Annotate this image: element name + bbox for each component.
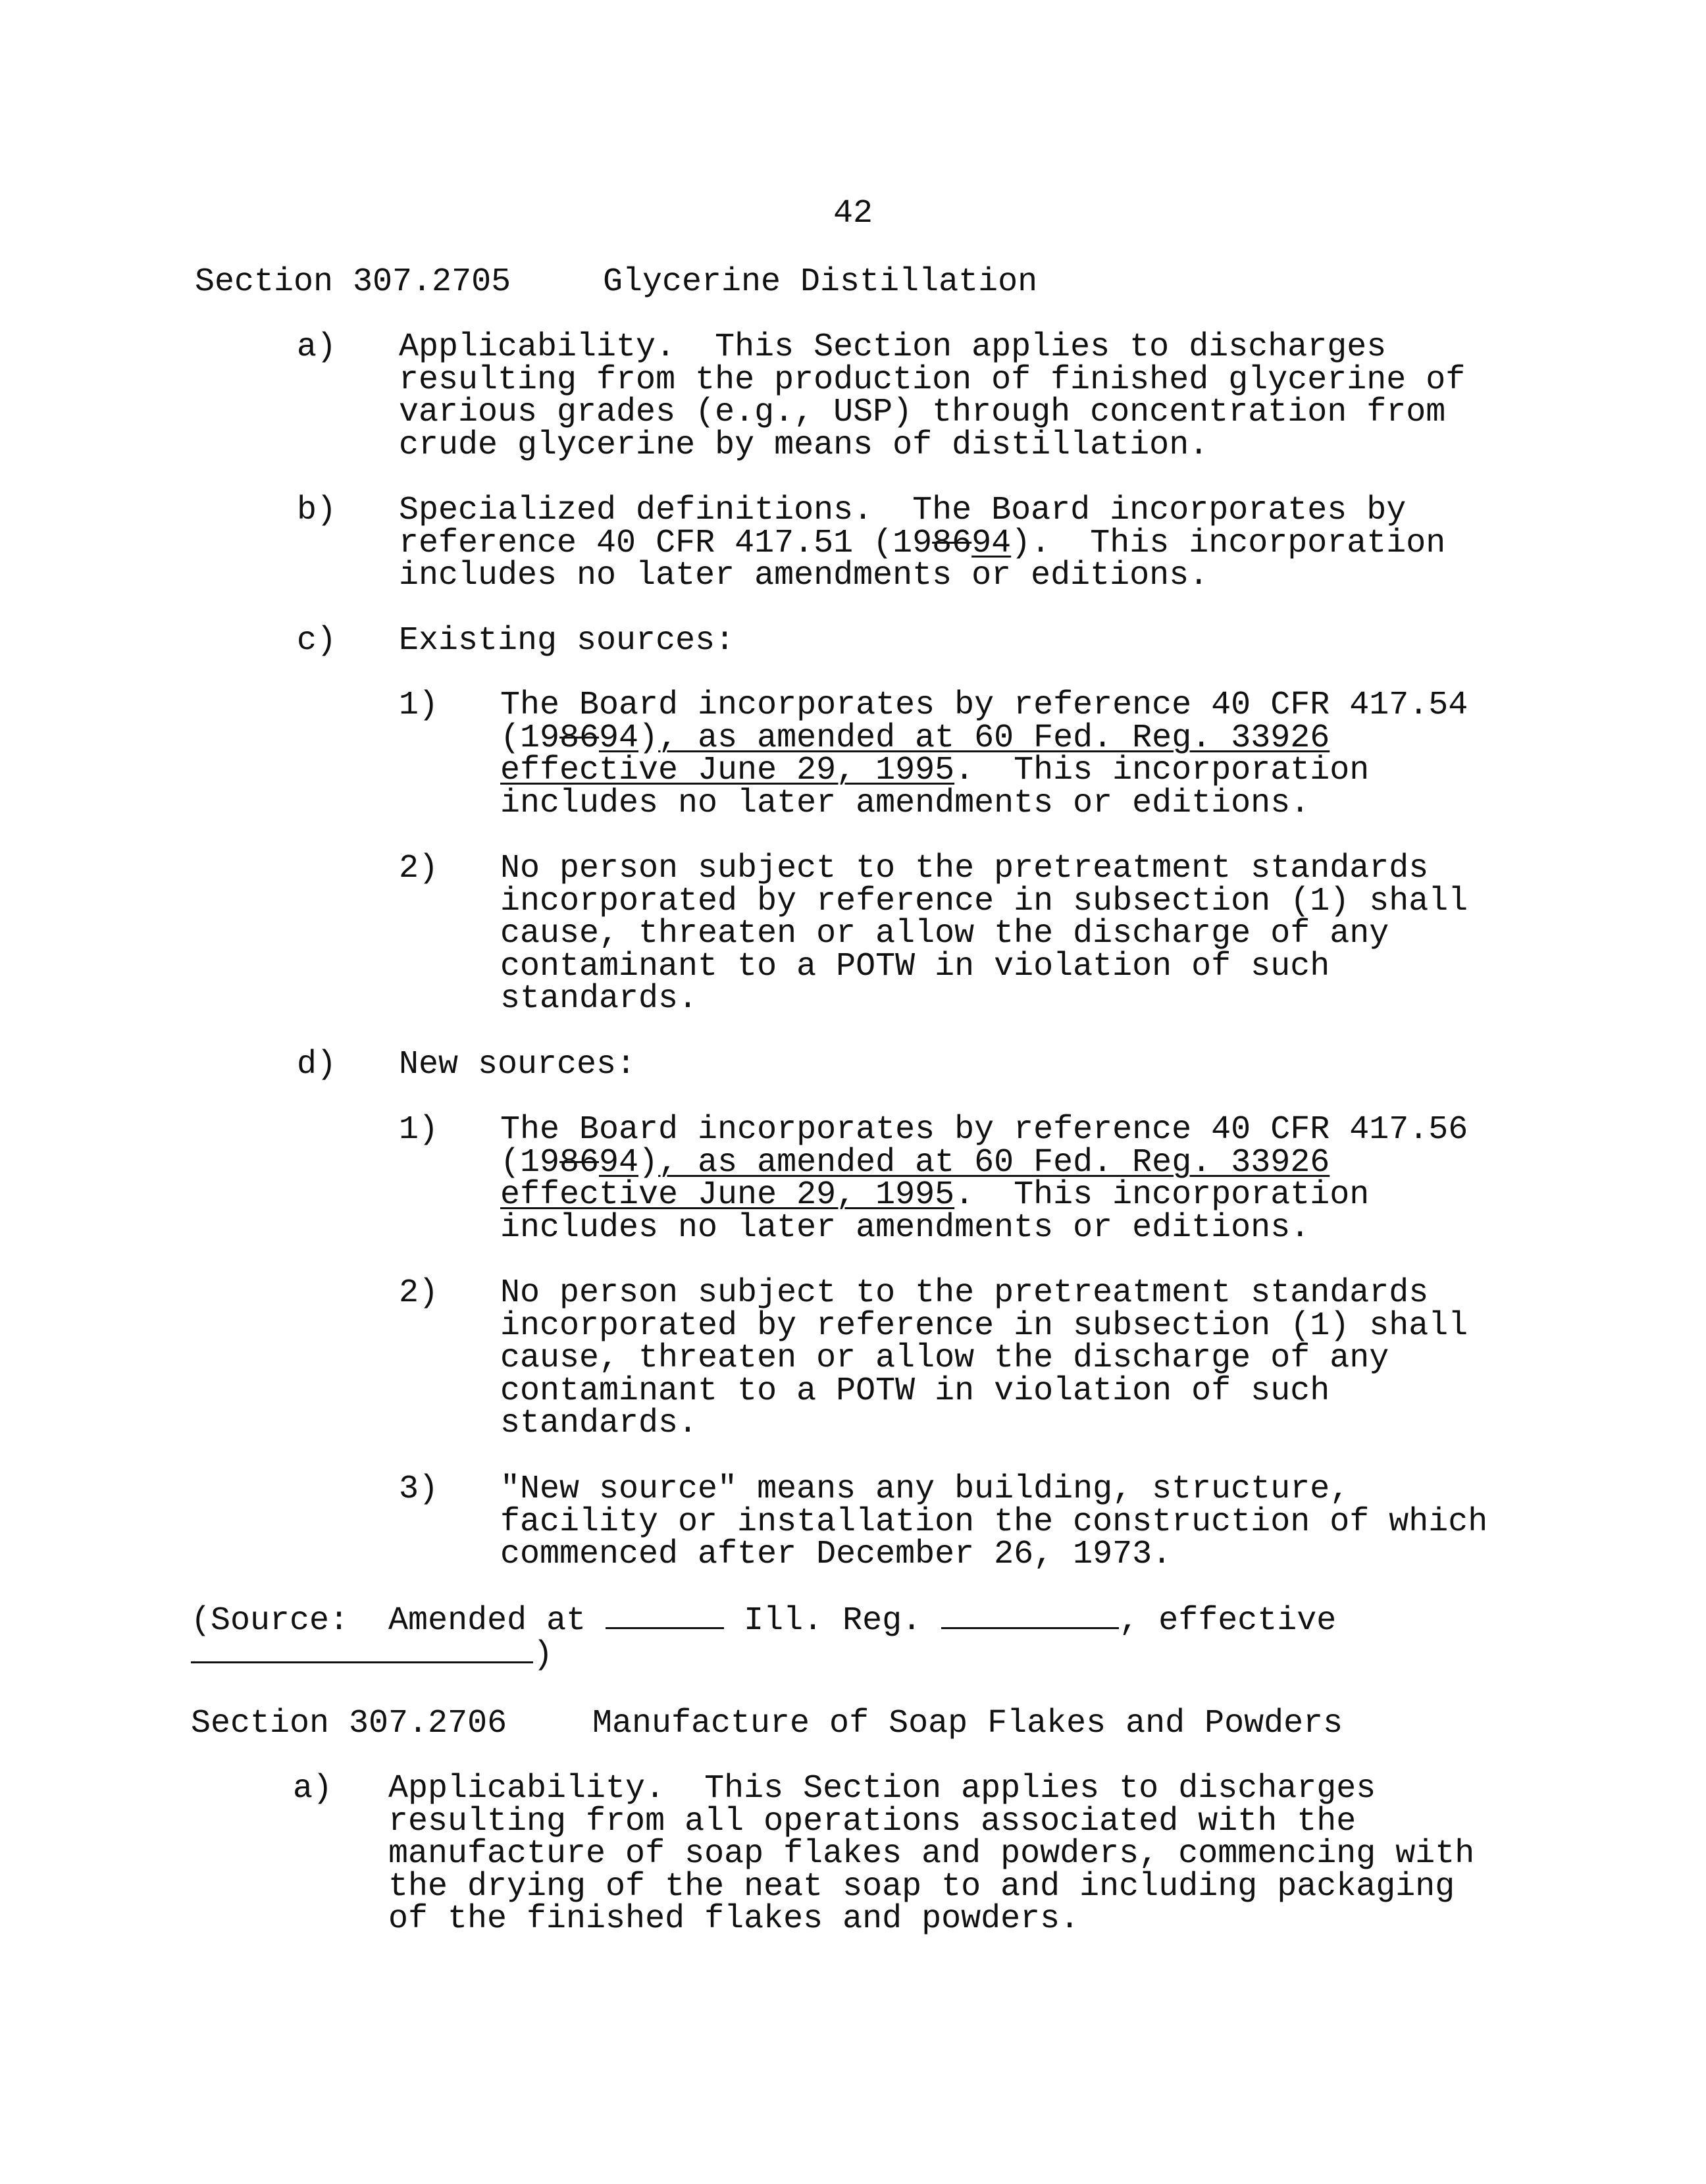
text-run: (19 bbox=[500, 1143, 560, 1182]
struck-text: 86 bbox=[559, 1143, 600, 1182]
text-line: The Board incorporates by reference 40 CFR 417.54 bbox=[500, 687, 1468, 724]
text-line: resulting from all operations associated with the bbox=[388, 1802, 1357, 1840]
text-line: incorporated by reference in subsection (1) shall bbox=[500, 882, 1468, 920]
inserted-text: effective June 29, 1995 bbox=[500, 1176, 955, 1214]
section-heading-number: Section 307.2705 bbox=[195, 263, 511, 301]
text-run: ). This incorporation bbox=[1011, 524, 1446, 562]
text-line: crude glycerine by means of distillation. bbox=[399, 426, 1209, 464]
item-label-c2: 2) bbox=[399, 850, 439, 887]
text-run: , effective bbox=[1119, 1602, 1337, 1640]
text-run: Ill. Reg. bbox=[724, 1602, 942, 1640]
applicability-paragraph bbox=[388, 1770, 1475, 1938]
item-label-d2: 2) bbox=[399, 1274, 439, 1312]
text-line: "New source" means any building, structure, bbox=[500, 1470, 1350, 1508]
text-line: various grades (e.g., USP) through concentration from bbox=[399, 394, 1446, 431]
text-run: reference 40 CFR 417.51 (19 bbox=[399, 524, 933, 562]
new-sources-prohibition bbox=[500, 1274, 1468, 1442]
text-line: commenced after December 26, 1973. bbox=[500, 1536, 1172, 1573]
inserted-text: 94 bbox=[599, 1143, 639, 1182]
subsection-label-c: c) bbox=[297, 622, 337, 660]
text-line: No person subject to the pretreatment standards bbox=[500, 850, 1429, 887]
existing-sources-prohibition bbox=[500, 852, 1468, 1016]
section-heading-number: Section 307.2706 bbox=[191, 1705, 507, 1742]
text-line: incorporated by reference in subsection (1) shall bbox=[500, 1307, 1468, 1345]
inserted-text: effective June 29, 1995 bbox=[500, 752, 955, 789]
text-line: cause, threaten or allow the discharge of any bbox=[500, 915, 1389, 952]
text-line: standards. bbox=[500, 980, 698, 1018]
existing-sources-title: Existing sources: bbox=[399, 622, 735, 660]
text-line: The Board incorporates by reference 40 CFR 417.56 bbox=[500, 1111, 1468, 1149]
subsection-label-d: d) bbox=[297, 1046, 337, 1083]
text-line: contaminant to a POTW in violation of such bbox=[500, 1372, 1330, 1410]
item-label-d3: 3) bbox=[399, 1470, 439, 1508]
text-line: No person subject to the pretreatment standards bbox=[500, 1274, 1429, 1312]
text-run: Amended at bbox=[349, 1602, 606, 1640]
blank-line-date bbox=[191, 1638, 533, 1663]
text-line: Specialized definitions. The Board incorporates by bbox=[399, 492, 1407, 529]
section-heading-title: Manufacture of Soap Flakes and Powders bbox=[592, 1705, 1343, 1742]
text-line: the drying of the neat soap to and including packaging bbox=[388, 1867, 1455, 1906]
text-line: includes no later amendments or editions. bbox=[399, 557, 1209, 594]
inserted-text: , as amended at 60 Fed. Reg. 33926 bbox=[658, 719, 1330, 757]
inserted-text: , as amended at 60 Fed. Reg. 33926 bbox=[658, 1143, 1330, 1182]
struck-text: 86 bbox=[559, 719, 600, 757]
text-line: cause, threaten or allow the discharge of any bbox=[500, 1339, 1389, 1377]
text-line bbox=[500, 1143, 1468, 1182]
inserted-text: 94 bbox=[599, 719, 639, 757]
item-label-d1: 1) bbox=[399, 1111, 439, 1149]
text-line bbox=[500, 719, 1468, 757]
existing-sources-incorporation bbox=[500, 687, 1468, 822]
applicability-paragraph bbox=[399, 328, 1466, 464]
text-line: resulting from the production of finished glycerine of bbox=[399, 361, 1466, 399]
blank-line-page bbox=[941, 1603, 1119, 1629]
section-heading-title: Glycerine Distillation bbox=[603, 263, 1038, 301]
new-sources-incorporation bbox=[500, 1111, 1468, 1247]
text-line: Applicability. This Section applies to discharges bbox=[388, 1770, 1376, 1807]
text-line: standards. bbox=[500, 1405, 698, 1442]
definitions-paragraph bbox=[399, 494, 1445, 592]
subsection-label-b: b) bbox=[297, 492, 337, 529]
text-line: of the finished flakes and powders. bbox=[388, 1900, 1080, 1938]
blank-line-volume bbox=[606, 1603, 724, 1629]
new-source-definition bbox=[500, 1470, 1488, 1573]
text-run: ) bbox=[533, 1636, 554, 1674]
item-label-c1: 1) bbox=[399, 687, 439, 724]
text-line bbox=[500, 1176, 1468, 1214]
text-run: ) bbox=[638, 1143, 659, 1182]
subsection-label-a: a) bbox=[297, 328, 337, 366]
text-line bbox=[191, 1603, 1336, 1638]
text-line: facility or installation the construction of which bbox=[500, 1503, 1488, 1541]
struck-text: 86 bbox=[932, 524, 972, 562]
inserted-text: 94 bbox=[971, 524, 1012, 562]
text-line: includes no later amendments or editions. bbox=[500, 784, 1310, 822]
text-run: (19 bbox=[500, 719, 560, 757]
text-run: ) bbox=[638, 719, 659, 757]
text-run: . This incorporation bbox=[954, 752, 1370, 789]
text-run: . This incorporation bbox=[954, 1176, 1370, 1214]
text-line bbox=[500, 754, 1468, 787]
text-line: manufacture of soap flakes and powders, commencing with bbox=[388, 1835, 1475, 1873]
text-run: (Source: bbox=[191, 1602, 349, 1640]
subsection-label-a: a) bbox=[293, 1770, 333, 1807]
text-line bbox=[191, 1638, 1336, 1672]
text-line bbox=[399, 524, 1446, 562]
text-line: includes no later amendments or editions. bbox=[500, 1209, 1310, 1247]
text-line: contaminant to a POTW in violation of such bbox=[500, 947, 1330, 985]
new-sources-title: New sources: bbox=[399, 1046, 636, 1083]
text-line: Applicability. This Section applies to discharges bbox=[399, 328, 1387, 366]
source-note bbox=[191, 1602, 1337, 1674]
page-number: 42 bbox=[833, 195, 873, 232]
